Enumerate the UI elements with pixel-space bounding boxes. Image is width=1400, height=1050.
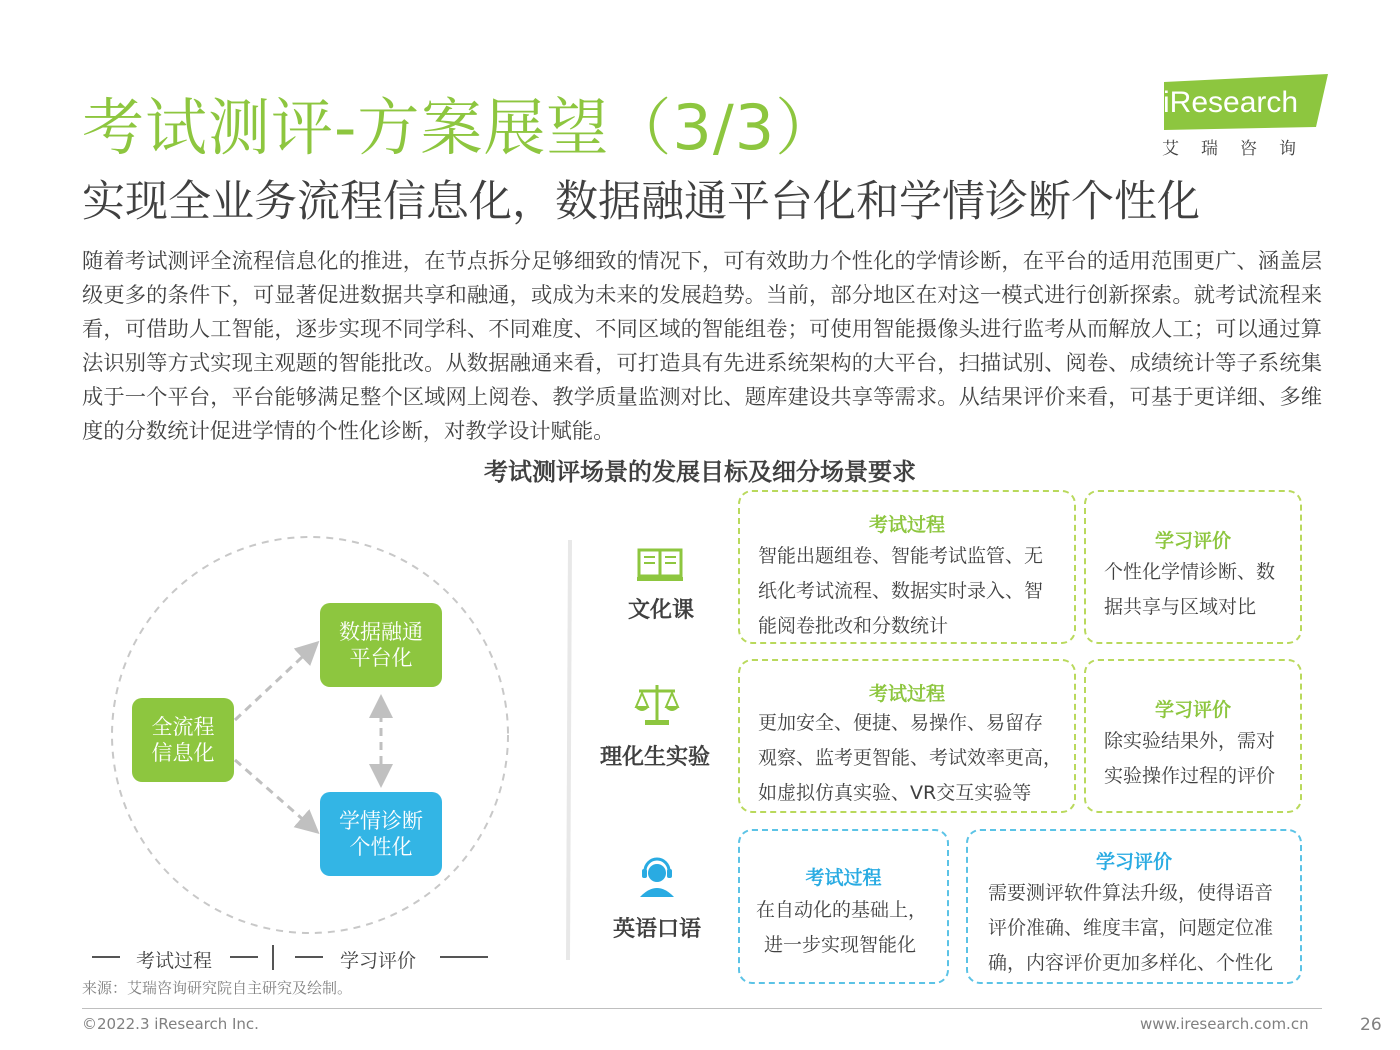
- card-line: 除实验结果外，需对: [1104, 730, 1276, 752]
- flow-box-platform: [320, 603, 442, 687]
- flow-box-diagnosis: [320, 792, 442, 876]
- card-title: 考试过程: [868, 514, 945, 536]
- card-line: 智能出题组卷、智能考试监管、无: [758, 545, 1044, 567]
- culture-exam-card: [738, 490, 1076, 644]
- legend-exam: 考试过程: [136, 950, 213, 972]
- diagram-title: 考试测评场景的发展目标及细分场景要求: [484, 458, 916, 486]
- page-title: 考试测评-方案展望（3/3）: [82, 91, 839, 164]
- card-title: 考试过程: [868, 683, 945, 705]
- card-title: 考试过程: [805, 867, 882, 889]
- card-line: 进一步实现智能化: [764, 934, 917, 956]
- flow-box-start: [132, 698, 234, 782]
- card-line: 实验操作过程的评价: [1104, 765, 1276, 787]
- flow-top-line1: 数据融通: [339, 620, 423, 644]
- card-line: 据共享与区域对比: [1104, 596, 1257, 618]
- oral-learn-card: [966, 829, 1302, 984]
- scale-icon: [634, 683, 680, 727]
- category-label-lab: 理化生实验: [600, 745, 711, 770]
- card-line: 需要测评软件算法升级，使得语音: [988, 882, 1274, 904]
- logo-brand-text: iResearch: [1163, 86, 1299, 119]
- page-subtitle: 实现全业务流程信息化，数据融通平台化和学情诊断个性化: [82, 177, 1200, 227]
- card-title: 学习评价: [1095, 851, 1172, 873]
- arrow-to-diagnosis: [235, 760, 315, 830]
- card-line: 观察、监考更智能、考试效率更高，: [758, 747, 1063, 769]
- card-title: 学习评价: [1154, 530, 1231, 552]
- flow-bottom-line1: 学情诊断: [339, 809, 423, 833]
- footer-divider: [82, 1008, 1322, 1009]
- card-line: 确，内容评价更加多样化、个性化: [988, 952, 1274, 974]
- flow-start-line1: 全流程: [151, 715, 215, 739]
- card-line: 能阅卷批改和分数统计: [758, 615, 949, 637]
- arrow-to-platform: [235, 645, 315, 720]
- flow-start-line2: 信息化: [151, 741, 215, 765]
- body-paragraph: 随着考试测评全流程信息化的推进，在节点拆分足够细致的情况下，可有效助力个性化的学情诊断，在平台的适用范围更广、涵盖层级更多的条件下，可显著促进数据共享和融通，或成为未来的发展趋势。当前，部分地区在对这一模式进行创新探索。就考试流程来看，可借助人工智能，逐步实现不同学科、不同难度、不同区域的智能组卷；可使用智能摄像头进行监考从而解放人工；可以通过算法识别等方式实现主观题的智能批改。从数据融通来看，可打造具有先进系统架构的大平台，扫描试别、阅卷、成绩统计等子系统集成于一个平台，平台能够满足整个区域网上阅卷、教学质量监测对比、题库建设共享等需求。从结果评价来看，可基于更详细、多维度的分数统计促进学情的个性化诊断，对教学设计赋能。: [82, 249, 1322, 444]
- category-label-culture: 文化课: [628, 598, 695, 623]
- legend-learn: 学习评价: [340, 950, 417, 972]
- category-label-oral: 英语口语: [613, 917, 702, 942]
- culture-learn-card: [1084, 490, 1302, 644]
- copyright: ©2022.3 iResearch Inc.: [82, 1015, 259, 1033]
- source-note: 来源：艾瑞咨询研究院自主研究及绘制。: [82, 979, 353, 997]
- lab-learn-card: [1084, 659, 1302, 813]
- card-line: 更加安全、便捷、易操作、易留存: [758, 712, 1044, 734]
- flow-top-line2: 平台化: [349, 646, 413, 670]
- book-icon: [637, 546, 683, 582]
- card-title: 学习评价: [1154, 699, 1231, 721]
- flow-bottom-line2: 个性化: [349, 835, 413, 859]
- headset-speaker-icon: [637, 855, 677, 899]
- card-line: 在自动化的基础上，: [756, 899, 928, 921]
- logo-cn-text: 艾瑞咨询: [1162, 139, 1318, 159]
- card-line: 纸化考试流程、数据实时录入、智: [758, 580, 1044, 602]
- card-line: 评价准确、维度丰富，问题定位准: [988, 917, 1274, 939]
- oral-exam-card: [738, 829, 949, 984]
- website-link[interactable]: www.iresearch.com.cn: [1140, 1015, 1309, 1033]
- page-number: 26: [1360, 1015, 1382, 1035]
- card-line: 个性化学情诊断、数: [1104, 561, 1276, 583]
- card-line: 如虚拟仿真实验、VR交互实验等: [758, 782, 1032, 804]
- separator-wedge: [540, 540, 580, 960]
- lab-exam-card: [738, 659, 1076, 813]
